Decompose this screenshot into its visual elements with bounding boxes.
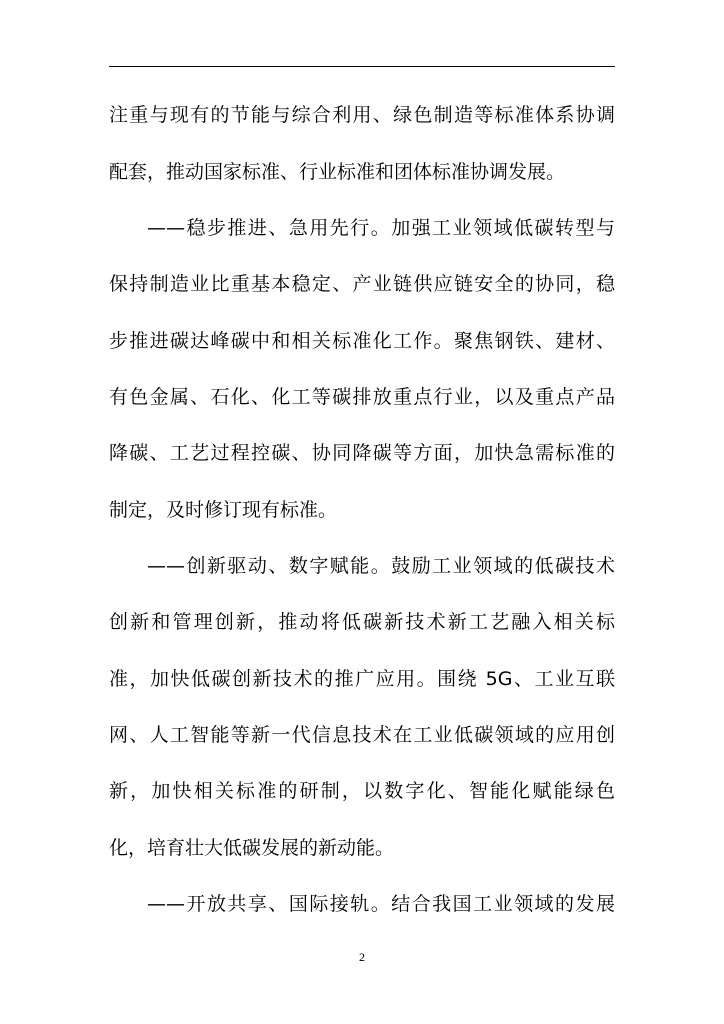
text-line-6: 有色金属、石化、化工等碳排放重点行业，以及重点产品: [109, 386, 615, 408]
text-line-5: 步推进碳达峰碳中和相关标准化工作。聚焦钢铁、建材、: [109, 330, 615, 352]
text-line-13: 新，加快相关标准的研制，以数字化、智能化赋能绿色: [109, 780, 615, 802]
header-rule: [109, 66, 615, 67]
text-line-3: ——稳步推进、急用先行。加强工业领域低碳转型与: [147, 217, 615, 239]
text-line-1: 注重与现有的节能与综合利用、绿色制造等标准体系协调: [109, 104, 615, 126]
text-line-15: ——开放共享、国际接轨。结合我国工业领域的发展: [147, 893, 615, 915]
text-line-10: 创新和管理创新，推动将低碳新技术新工艺融入相关标: [109, 611, 615, 633]
text-line-8: 制定，及时修订现有标准。: [109, 499, 338, 521]
text-line-14: 化，培育壮大低碳发展的新动能。: [109, 837, 395, 859]
text-line-11: 准，加快低碳创新技术的推广应用。围绕 5G、工业互联: [109, 668, 615, 690]
text-line-2: 配套，推动国家标准、行业标准和团体标准协调发展。: [109, 161, 566, 183]
page-number: 2: [359, 950, 365, 964]
text-line-12: 网、人工智能等新一代信息技术在工业低碳领域的应用创: [109, 724, 615, 746]
text-line-4: 保持制造业比重基本稳定、产业链供应链安全的协同，稳: [109, 273, 615, 295]
text-line-7: 降碳、工艺过程控碳、协同降碳等方面，加快急需标准的: [109, 442, 615, 464]
text-line-9: ——创新驱动、数字赋能。鼓励工业领域的低碳技术: [147, 555, 615, 577]
